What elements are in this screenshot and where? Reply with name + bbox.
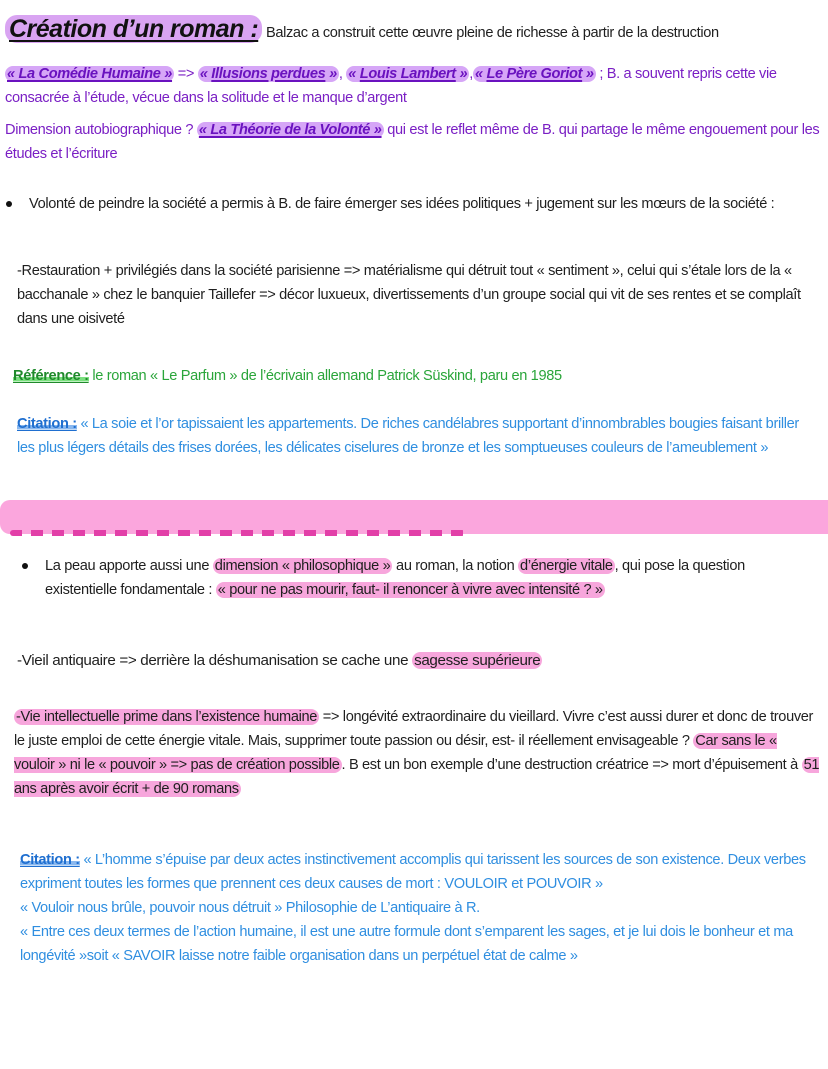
highlight-vie-intellectuelle: -Vie intellectuelle prime dans l’existence humaine: [16, 709, 318, 725]
citation-2-line-1: Citation : « L’homme s’épuise par deux actes instinctivement accomplis qui tarissent les sources de son existence. Deux verbes expriment toutes les formes que prennent ces deux causes de mort : VOULOIR et POUVOIR »: [20, 852, 806, 892]
highlight-creation-possible: Car sans le « vouloir » ni le « pouvoir » => pas de création possible: [14, 733, 777, 773]
bullet-item-societe: Volonté de peindre la société a permis à B. de faire émerger ses idées politiques + jugement sur les mœurs de la société :: [29, 192, 820, 216]
work-pere-goriot: « Le Père Goriot »: [474, 66, 594, 82]
highlight-energie-vitale: d’énergie vitale: [520, 558, 613, 574]
title-intro: Balzac a construit cette œuvre pleine de richesse à partir de la destruction: [262, 25, 719, 41]
citation-2-line-3: « Entre ces deux termes de l’action humaine, il est une autre formule dont s’emparent les sages, et je lui dois le bonheur et ma longévité »soit « SAVOIR laisse notre faible organisation dans un perpétuel état de calme »: [20, 924, 793, 964]
citation-2-paragraph: [20, 848, 820, 968]
work-theorie-volonte: « La Théorie de la Volonté »: [198, 122, 382, 138]
citation-label: Citation :: [17, 416, 77, 432]
vie-intellectuelle-paragraph: -Vie intellectuelle prime dans l’existence humaine => longévité extraordinaire du vieillard. Vivre c’est aussi durer et donc de trouver le juste emploi de cette énergie vitale. Mais, supprimer toute passion ou désir, est- il réellement envisageable ? Car sans le « vouloir » ni le « pouvoir » => pas de création possible . B est un bon exemple d’une destruction créatrice => mort d’épuisement à 51 ans après avoir écrit + de 90 romans: [14, 709, 820, 797]
bullet-icon: [22, 563, 28, 569]
reference-paragraph: Référence : le roman « Le Parfum » de l’écrivain allemand Patrick Süskind, paru en 1985: [13, 368, 562, 384]
works-paragraph: « La Comédie Humaine » => « Illusions perdues » , « Louis Lambert » , « Le Père Goriot » ; B. a souvent repris cette vie consacrée à l’étude, vécue dans la solitude et le manque d’argent: [5, 66, 777, 106]
section-divider-band: [0, 500, 828, 534]
highlight-51-ans: 51 ans après avoir écrit + de 90 romans: [14, 757, 820, 797]
bullet-icon: [6, 201, 12, 207]
citation-1-paragraph: Citation : « La soie et l’or tapissaient les appartements. De riches candélabres supportant d’innombrables bougies faisant briller les plus légers détails des frises dorées, les délicates ciselures de bronze et les somptueuses couleurs de l’ameublement »: [17, 416, 799, 456]
autobio-paragraph: Dimension autobiographique ? « La Théorie de la Volonté » qui est le reflet même de B. qui partage le même engouement pour les études et l’écriture: [5, 122, 820, 162]
reference-label: Référence :: [13, 368, 89, 384]
work-illusions-perdues: « Illusions perdues »: [199, 66, 337, 82]
title-line: [5, 12, 820, 50]
work-louis-lambert: « Louis Lambert »: [348, 66, 468, 82]
page-title: Création d’un roman :: [5, 15, 262, 43]
work-comedie-humaine: « La Comédie Humaine »: [7, 66, 173, 82]
highlight-dimension-philosophique: dimension « philosophique »: [214, 558, 391, 574]
antiquaire-paragraph: -Vieil antiquaire => derrière la déshumanisation se cache une sagesse supérieure: [17, 652, 541, 669]
restauration-paragraph: -Restauration + privilégiés dans la société parisienne => matérialisme qui détruit tout « sentiment », celui qui s’étale lors de la « bacchanale » chez le banquier Taillefer => décor luxueux, divertissements d’un groupe social qui vit de ses rentes et se complaît dans une oisiveté: [17, 263, 801, 327]
highlight-question-existentielle: « pour ne pas mourir, faut- il renoncer à vivre avec intensité ? »: [217, 582, 603, 598]
citation-label: Citation :: [20, 852, 80, 868]
section-divider-dashes: [10, 530, 465, 536]
highlight-sagesse: sagesse supérieure: [414, 652, 541, 669]
citation-2-line-2: « Vouloir nous brûle, pouvoir nous détruit » Philosophie de L’antiquaire à R.: [20, 900, 480, 916]
bullet-item-philosophie: La peau apporte aussi une dimension « philosophique » au roman, la notion d’énergie vitale , qui pose la question existentielle fondamentale : « pour ne pas mourir, faut- il renoncer à vivre avec intensité ? »: [45, 554, 820, 602]
